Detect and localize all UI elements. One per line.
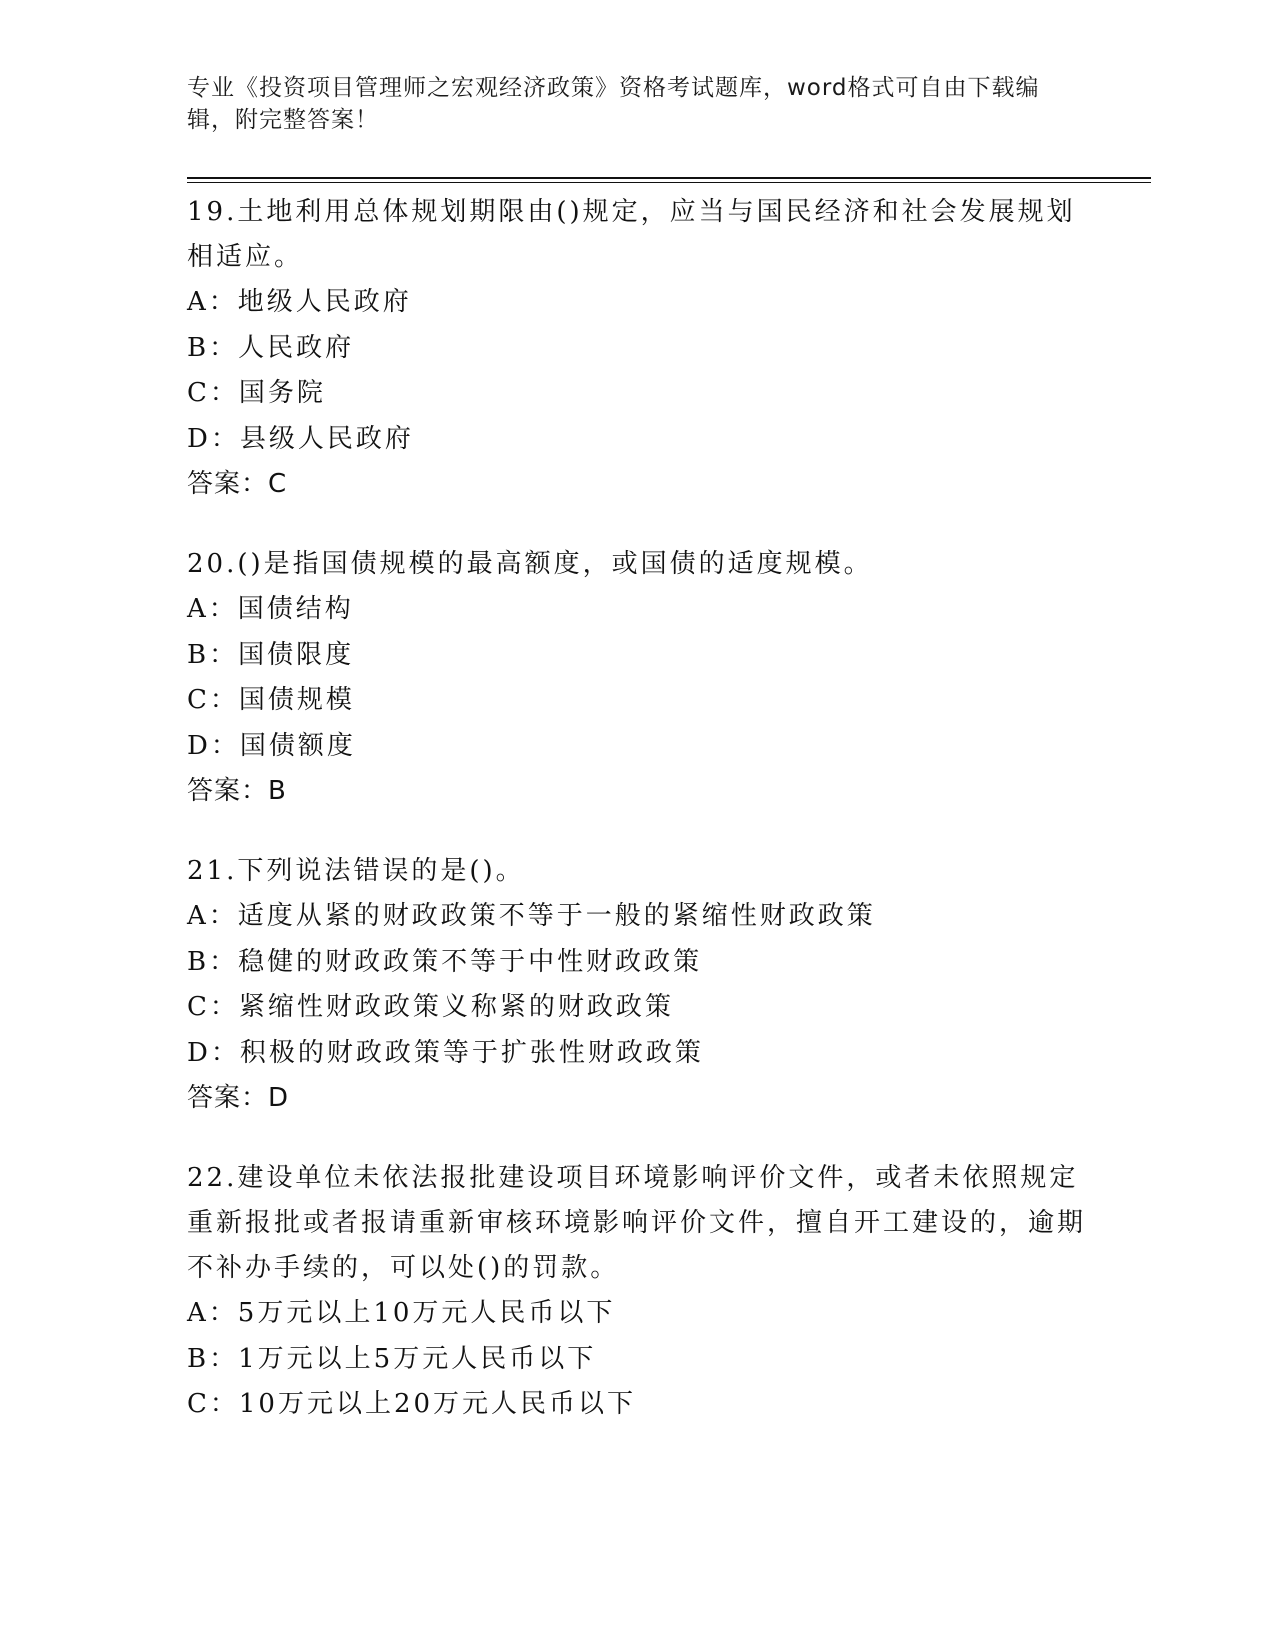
option-a: A：国债结构 [187, 594, 354, 624]
option-a: A：5万元以上10万元人民币以下 [187, 1298, 616, 1328]
question-text: 20.()是指国债规模的最高额度，或国债的适度规模。 [187, 549, 873, 579]
option-b: B：国债限度 [187, 639, 355, 670]
question-text: 22.建设单位未依法报批建设项目环境影响评价文件，或者未依照规定重新报批或者报请重新审核环境影响评价文件，擅自开工建设的，逾期不补办手续的，可以处()的罚款。 [187, 1163, 1087, 1283]
answer: 答案：D [187, 1083, 290, 1113]
option-b: B：稳健的财政政策不等于中性财政政策 [187, 946, 703, 977]
option-b: B：人民政府 [187, 332, 355, 363]
question-21 [187, 849, 1087, 1121]
question-19 [187, 190, 1087, 507]
option-d: D：县级人民政府 [187, 423, 414, 454]
option-b: B：1万元以上5万元人民币以下 [187, 1343, 597, 1374]
answer: 答案：C [187, 469, 288, 499]
header-divider-top [187, 177, 1151, 179]
header-divider-bottom [187, 182, 1151, 183]
question-20 [187, 542, 1087, 814]
option-c: C：国债规模 [187, 685, 355, 715]
question-22 [187, 1156, 1087, 1428]
question-text: 21.下列说法错误的是()。 [187, 856, 525, 886]
option-d: D：积极的财政政策等于扩张性财政政策 [187, 1037, 704, 1068]
option-c: C：10万元以上20万元人民币以下 [187, 1389, 637, 1419]
document-header: 专业《投资项目管理师之宏观经济政策》资格考试题库，word格式可自由下载编辑，附完整答案！ [187, 75, 1040, 133]
option-a: A：适度从紧的财政政策不等于一般的紧缩性财政政策 [187, 901, 876, 931]
question-list [187, 190, 1087, 1463]
question-text: 19.土地利用总体规划期限由()规定，应当与国民经济和社会发展规划相适应。 [187, 197, 1076, 272]
answer: 答案：B [187, 776, 287, 806]
option-c: C：国务院 [187, 378, 326, 408]
option-c: C：紧缩性财政政策义称紧的财政政策 [187, 992, 674, 1022]
option-a: A：地级人民政府 [187, 287, 412, 317]
option-d: D：国债额度 [187, 730, 356, 761]
